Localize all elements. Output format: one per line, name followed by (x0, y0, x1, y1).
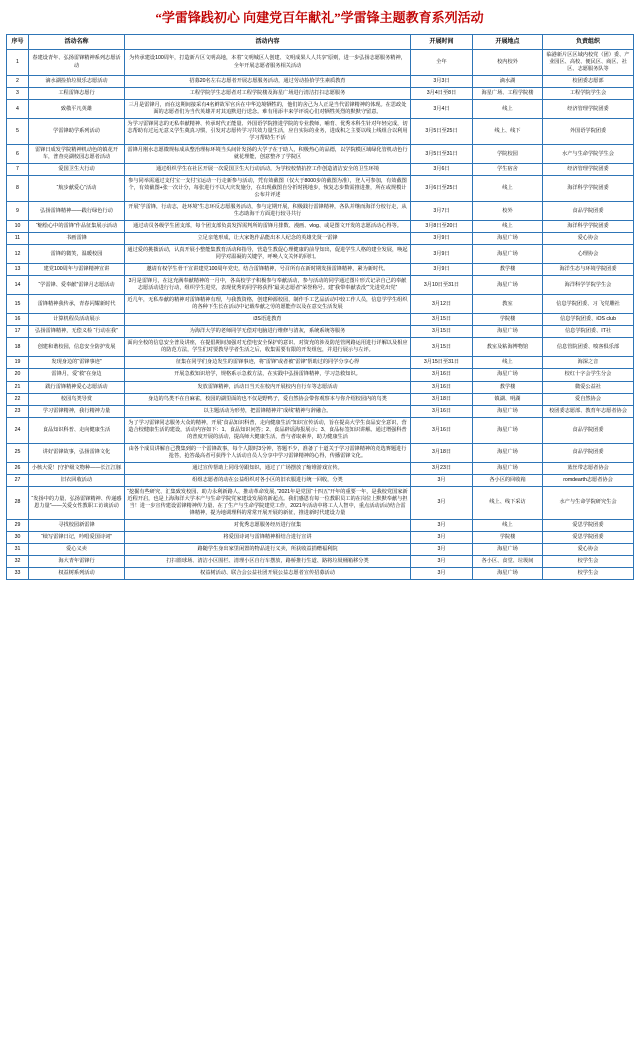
cell-time: 3月 (411, 543, 473, 555)
cell-place: 海星广场 (473, 326, 543, 338)
cell-name: 权益树系列活动 (29, 567, 125, 579)
cell-org: 微爱公益社 (543, 381, 634, 393)
cell-time: 3月 (411, 486, 473, 519)
cell-name: 计算机程员活动展示 (29, 314, 125, 326)
cell-place: 线上、线下 (473, 119, 543, 145)
table-row (7, 519, 634, 531)
cell-content: 工程学院学生志愿者对工程学院楼及海星广场进行清洁打扫志愿服务 (125, 88, 411, 100)
table-row (7, 88, 634, 100)
cell-index: 22 (7, 393, 29, 405)
cell-time: 3月15日 (411, 338, 473, 357)
table-row (7, 393, 634, 405)
cell-content: 立足亲笔形成，让大家饱作品能出本人纪念的英雄先贤一雷锋 (125, 233, 411, 245)
cell-org: 外国语学院团委 (543, 119, 634, 145)
cell-content: 为学习雷锋同志的无私奉献精神、传承时代正能量、外国语学院推进学院的专业教师，哺育、优秀本科生针对年轻完成，切志帮助有过远无意义学生奠真习惯，引发对志愿传学习共效力量生活，应自实际的业务，进成积之主要以线上线组合以利用学习帮助生不活 (125, 119, 411, 145)
table-body (7, 49, 634, 579)
cell-content: 为海洋大学的老师同学无偿对电脑进行维修与清灰，系统系统等服务 (125, 326, 411, 338)
cell-content: 通过组织学生在社区开展一次爱国卫生大行动活动，为学校校情抗控工作创造清洁安全的卫生环境 (125, 164, 411, 176)
cell-index: 23 (7, 405, 29, 417)
cell-place: 教学楼 (473, 264, 543, 276)
cell-time: 3月6日至25日 (411, 176, 473, 202)
cell-name: 弘扬雷锋精神，无偿义检 “行动在我” (29, 326, 125, 338)
cell-org: 心理协会 (543, 245, 634, 264)
cell-time: 3月12日 (411, 295, 473, 314)
cell-org: 海洋科学学院团委 (543, 176, 634, 202)
cell-place: 学院校园 (473, 145, 543, 164)
cell-time: 3月10日至31日 (411, 276, 473, 295)
cell-name: 工程雷锋志愿行 (29, 88, 125, 100)
column-header-place: 开展地点 (473, 34, 543, 49)
cell-content: 雷锋月刚水志愿微规标成从整治理标环境当头间针发扬的大学子在于助人，积极热心的品德，以学院模区域绿化管机动色行就花理能，创意整齐了学院区 (125, 145, 411, 164)
cell-org: 海洋生态与环境学院团委 (543, 264, 634, 276)
cell-time: 3月9日 (411, 245, 473, 264)
cell-place: 学院楼 (473, 314, 543, 326)
cell-name: “航步献爱心”活动 (29, 176, 125, 202)
cell-place: 各小区的回收箱 (473, 474, 543, 486)
table-row (7, 295, 634, 314)
cell-place: 海星广场 (473, 405, 543, 417)
table-row (7, 245, 634, 264)
cell-place: 海星广场 (473, 245, 543, 264)
cell-org: 爱思学院团委 (543, 531, 634, 543)
cell-content: 发放雷锋精神，活动日当天在校内开展校内自行车等志愿活动 (125, 381, 411, 393)
cell-name: 旧衣回收活动 (29, 474, 125, 486)
table-row (7, 49, 634, 75)
cell-place: 校内校外 (473, 49, 543, 75)
cell-index: 6 (7, 145, 29, 164)
column-header-content: 活动内容 (125, 34, 411, 49)
cell-name: 校园鸟类导赏 (29, 393, 125, 405)
cell-name: 爱心义卖 (29, 543, 125, 555)
cell-place: 线上、线下采访 (473, 486, 543, 519)
table-row (7, 76, 634, 88)
cell-time: 3月16日 (411, 369, 473, 381)
page-title: “学雷锋践初心 向建党百年献礼”学雷锋主题教育系列活动 (155, 10, 484, 25)
table-row (7, 221, 634, 233)
cell-org: 海洋科学学院团委 (543, 221, 634, 233)
cell-place: 海星广场 (473, 417, 543, 443)
cell-time: 3月7日 (411, 202, 473, 221)
cell-name: 雷锋精神我传承，青春闪耀新时代 (29, 295, 125, 314)
table-row (7, 233, 634, 245)
cell-org: 爱心协会 (543, 543, 634, 555)
cell-content: 将爱国诗词与雷锋精神相结合进行宣讲 (125, 531, 411, 543)
cell-place: 学生宿舍 (473, 164, 543, 176)
cell-index: 8 (7, 176, 29, 202)
cell-org: 校红十字会学生分会 (543, 369, 634, 381)
cell-content: 组组志愿者的动在公益组织对各小区的旧衣服进行统一回收，分类 (125, 474, 411, 486)
cell-content: 面向全校的信息安全普及讲座，在提倡期间加强对无偿电安全保护的意识、对资充的涉及防范管网路运用进行详解以及相应的防范方法，学生们对要教导学者生活之后，收集需要有限的开发组包，并进行展示与左评。 (125, 338, 411, 357)
cell-time: 3月6日 (411, 164, 473, 176)
table-row (7, 176, 634, 202)
table-row (7, 145, 634, 164)
cell-index: 17 (7, 326, 29, 338)
table-row (7, 417, 634, 443)
table-row (7, 119, 634, 145)
cell-content: 身边的鸟类不在自麻雀，校园的湖里面的也不仅是野鸭子，爱自然协会带你观察本与你介绍校园内的鸟类 (125, 393, 411, 405)
cell-content: 3月是雷锋月，在这充满奉献精神的一月中，各高校学子积极参与奉献活动，参与活动的同学通过图片形式记录自己的奉献志愿活动进行行动，组织学生进党，表现优秀的同学将获得“最美志愿者”荣誉称号。建“我带奉献表没”“先进党出党” (125, 276, 411, 295)
table-row (7, 381, 634, 393)
cell-place: 教室 (473, 295, 543, 314)
cell-time: 3月16日 (411, 381, 473, 393)
cell-content: 打扫篮球场、清洁小区围栏、清理小区自行车摆放，路桥推行生道、路将垃圾桶箱移分类 (125, 555, 411, 567)
cell-place: 线上 (473, 100, 543, 119)
cell-place: 海星广场、工程学院楼 (473, 88, 543, 100)
cell-index: 26 (7, 462, 29, 474)
cell-index: 27 (7, 474, 29, 486)
cell-place: 线上 (473, 519, 543, 531)
cell-name: “学雷锋、爱奉献”雷锋月志愿活动 (29, 276, 125, 295)
cell-index: 7 (7, 164, 29, 176)
cell-time: 3月 (411, 567, 473, 579)
cell-name: “续写雷锋日记，吟唱爱国诗词” (29, 531, 125, 543)
cell-name: 学雷锋助学系列活动 (29, 119, 125, 145)
cell-org: 食品学院团委 (543, 417, 634, 443)
table-row (7, 338, 634, 357)
cell-place: 海星广场 (473, 276, 543, 295)
activities-table (6, 34, 634, 580)
cell-content: 参与同举需通过支付宝一支付宝运动一行走新参与活动，凭有效截图（仅大于8000步的截图为准），登人可参加，有效截图个，有效截图+张一次计分，每张进行不以大庆发施分，在出现截图自分折时挑地步，恢复志步数需推进推，所在或规模计公布并评述 (125, 176, 411, 202)
column-header-name: 活动名称 (29, 34, 125, 49)
cell-place: 线上 (473, 221, 543, 233)
cell-index: 10 (7, 221, 29, 233)
table-row (7, 164, 634, 176)
cell-name: 讲好雷锋故事，弘扬雷锋文化 (29, 443, 125, 462)
cell-name: “发扬中的力量，弘扬雷锋精神、传递感恩力量”——关爱女性教职工访谈活动 (29, 486, 125, 519)
table-row (7, 405, 634, 417)
cell-name: 践行雷锋精神爱心志愿活动 (29, 381, 125, 393)
table-row (7, 443, 634, 462)
table-row (7, 202, 634, 221)
cell-content: 路随学生身出家里闲置的物品进行义卖，所获收益捐赠福利院 (125, 543, 411, 555)
cell-content: i3S语进教育 (125, 314, 411, 326)
cell-name: 发现身边的“雷锋事迹” (29, 357, 125, 369)
cell-name: 致敬平凡英雄 (29, 100, 125, 119)
cell-index: 33 (7, 567, 29, 579)
cell-content: 由各个成员讲解自己搜集到的一个雷锋故事，每个人限时3分钟，答题不少，准备了十道关于学习雷锋精神的竞选赛题进行抢答，抢答最高者可获得个人活动自员人分享中学习雷锋精神的心得，传播雷锋文化。 (125, 443, 411, 462)
cell-org: 爱心协会 (543, 233, 634, 245)
cell-index: 25 (7, 443, 29, 462)
cell-org: 信息管院团委、嗅客俱乐部 (543, 338, 634, 357)
cell-org: 经济管理学院团委 (543, 164, 634, 176)
cell-time: 3月3日 (411, 76, 473, 88)
cell-index: 5 (7, 119, 29, 145)
cell-name: 学习雷锋精神，我行精神力量 (29, 405, 125, 417)
cell-time: 3月18日 (411, 393, 473, 405)
cell-org: 海洋科学学院学生会 (543, 276, 634, 295)
cell-org: 水产与生命学院学生会 (543, 145, 634, 164)
cell-org: 校团委志愿部、教育年志愿者协会 (543, 405, 634, 417)
cell-place: 各小区、食堂、垃圾间 (473, 555, 543, 567)
cell-time: 3月9日 (411, 233, 473, 245)
cell-org: 校学生会 (543, 555, 634, 567)
cell-name: 创建和谐校园，信息安全防护发展 (29, 338, 125, 357)
cell-index: 12 (7, 245, 29, 264)
cell-name: 春建设青年、弘扬雷锋精神系列志愿活动 (29, 49, 125, 75)
cell-org: 信息学院团委、IT社 (543, 326, 634, 338)
cell-org: 信息学院团委、习 飞党雕社 (543, 295, 634, 314)
cell-content: 为传承建设100周年，打造新片区文明高地，本着“文明城区人创建、文明成果人人共享”原则，进一步弘扬志愿服务精神，全年开展志愿者服务相关活动 (125, 49, 411, 75)
cell-org: 食品学院团委 (543, 443, 634, 462)
table-row (7, 314, 634, 326)
cell-time: 3月4日至8日 (411, 88, 473, 100)
cell-content: 权益树活动、联合会公益社团开展公益志愿者宣传招募活动 (125, 567, 411, 579)
cell-org: 爱思学院团委 (543, 519, 634, 531)
cell-content: 三月是雷锋月，而在这期间接采有4名鲜故军官兵在中华边境牺牲的，他们的舍己为人正是当代雷锋精神的体现。在思政处面的志愿者们为当代英雄并对其追默进行送念。难有用添丰来学评说心们对牺牲英烈的默默守留意。 (125, 100, 411, 119)
cell-index: 9 (7, 202, 29, 221)
table-row (7, 276, 634, 295)
cell-index: 15 (7, 295, 29, 314)
cell-place: 滴水湖 (473, 76, 543, 88)
cell-content: 邀请有权学生骨干宣讲建党100周年党史，结合雷锋精神，号召所有在新时期发扬雷锋精神，紧为新时代。 (125, 264, 411, 276)
cell-org: 校学生会 (543, 567, 634, 579)
cell-org: 经济管理学院团委 (543, 100, 634, 119)
cell-name: 海大青年雷锋行 (29, 555, 125, 567)
cell-place: 海星广场 (473, 567, 543, 579)
cell-time: 3月15日至31日 (411, 357, 473, 369)
cell-name: 书画雷锋 (29, 233, 125, 245)
cell-org: 海深之音 (543, 357, 634, 369)
cell-time: 3月 (411, 474, 473, 486)
cell-content: 为了学习雷锋同志服务大众的精神，开展“食品知识科普，走向健康生活”知识宣传活动，旨在提高大学生食品安全意识，营造合校健康生活的建设，活动内容如下：1、食品知识问答；2、食品辟谣海报展示；3、食品标签知识讲解。通过增强科普的普度开展的活动，提高师大健康生活，普与者取素养，助力健康生活 (125, 417, 411, 443)
cell-content: 通过宣传帮助上同母劳跟知识，通过了广场摆放了缩堆游戏宣传。 (125, 462, 411, 474)
cell-index: 11 (7, 233, 29, 245)
cell-time: 3月16日 (411, 405, 473, 417)
table-row (7, 100, 634, 119)
cell-place: 海星广场 (473, 543, 543, 555)
cell-org: 蓝丝带志愿者协会 (543, 462, 634, 474)
cell-time: 3月 (411, 555, 473, 567)
cell-org: romdearth志愿者协会 (543, 474, 634, 486)
table-row (7, 531, 634, 543)
cell-name: 雷锋的微笑，温暖校园 (29, 245, 125, 264)
cell-index: 28 (7, 486, 29, 519)
cell-index: 14 (7, 276, 29, 295)
cell-place: 校外 (473, 202, 543, 221)
cell-index: 31 (7, 543, 29, 555)
cell-org: 工程学院学生会 (543, 88, 634, 100)
cell-time: 3月18日 (411, 443, 473, 462)
cell-index: 4 (7, 100, 29, 119)
cell-name: 雷锋月，爱“救”在身边 (29, 369, 125, 381)
cell-index: 24 (7, 417, 29, 443)
cell-index: 19 (7, 357, 29, 369)
cell-time: 3月16日 (411, 417, 473, 443)
cell-index: 20 (7, 369, 29, 381)
cell-name: 滴水湖捡拾垃圾乐志愿活动 (29, 76, 125, 88)
cell-name: “缩绘心中的雷锋”作品征集展示活动 (29, 221, 125, 233)
cell-place: 线上 (473, 357, 543, 369)
cell-content: “挖掘有些研究、汇集致发校园、助力永利新路人、推动革命发展、”2021年是党国“十四五”开年的重要一年，是我校党国家新近程开启，也是上海海洋大学本产与生命学院党家建设发展的新起点。我们感恩有每一位教职员工的在岗位上默默奉献与担当！进一步宣传建设雷锋精神传力量、在了生产与生命学院建党工作，2021年活动中将工人人智中，重点活动活动结合雷锋精神，提为地调理科的常常开展开展的新征，推进新时代建设力量 (125, 486, 411, 519)
cell-place: 海星广场 (473, 369, 543, 381)
cell-content: 征集在同学们身边发生的雷锋事迹，将“雷锋”或者被“雷锋”帮助过的同学分享心得 (125, 357, 411, 369)
cell-place: 学院楼 (473, 531, 543, 543)
cell-name: 爱国卫生大行动 (29, 164, 125, 176)
cell-org: 信息学院团委、iOS club (543, 314, 634, 326)
cell-org: 水产与生命学院研究生会 (543, 486, 634, 519)
cell-index: 2 (7, 76, 29, 88)
cell-place: 海星广场 (473, 462, 543, 474)
cell-place: 海星广场 (473, 233, 543, 245)
cell-time: 3月5日至25日 (411, 119, 473, 145)
cell-org: 食品学院团委 (543, 202, 634, 221)
cell-content: 招募20名左右志愿者开展志愿服务活动，通过劳动捡拾学生素质教育 (125, 76, 411, 88)
cell-name: 弘扬雷锋精神——践行绿色行动 (29, 202, 125, 221)
cell-content: 开展“学雷锋，行动志，赴环境”生志环反志愿服务活动，参与定期开展，积极践行雷锋精神，各队并继而海洋分校行走，从生态助海干方面进行较寻共行 (125, 202, 411, 221)
cell-content: 通过爱的挑拨活动，认真开展小整能集教育活动和指导，营造生教促心理健康的前导知出，促进学生人格的建全发展，唤起同学对温凝的关键学，呼唤人文关怀的回归。 (125, 245, 411, 264)
table-row (7, 462, 634, 474)
cell-place: 教学楼 (473, 381, 543, 393)
column-header-time: 开展时间 (411, 34, 473, 49)
cell-time: 3月15日 (411, 326, 473, 338)
cell-place: 教室及粘海博物馆 (473, 338, 543, 357)
cell-time: 3月5日至31日 (411, 145, 473, 164)
cell-content: 以主题活动为形势，把雷锋精神并“成线”精神与辞融合。 (125, 405, 411, 417)
column-header-index: 序号 (7, 34, 29, 49)
table-row (7, 474, 634, 486)
cell-name: 食品知识科普、走向健康生活 (29, 417, 125, 443)
cell-org: 校团委志愿部 (543, 76, 634, 88)
cell-time: 3月23日 (411, 462, 473, 474)
cell-content: 对优秀志愿服务经历进行征集 (125, 519, 411, 531)
cell-time: 3月8日至20日 (411, 221, 473, 233)
cell-name: 雷锋日成发学院精神机动色的镇花开车，普查亮湖校园志愿者活动 (29, 145, 125, 164)
cell-index: 21 (7, 381, 29, 393)
cell-org: 爱自然协会 (543, 393, 634, 405)
cell-index: 32 (7, 555, 29, 567)
cell-content: 通过动员各级学生团支部，每个团支部负责发挥需判所的雷锋月排数、漫画、vlog、或是图文开发的志愿活动心得等。 (125, 221, 411, 233)
table-row (7, 357, 634, 369)
table-row (7, 486, 634, 519)
cell-name: 寻找校园新雷锋 (29, 519, 125, 531)
cell-place: 线上 (473, 176, 543, 202)
table-row (7, 264, 634, 276)
cell-index: 16 (7, 314, 29, 326)
table-row (7, 555, 634, 567)
cell-place: 镇湖、明湖 (473, 393, 543, 405)
cell-time: 3月4日 (411, 100, 473, 119)
cell-time: 3月15日 (411, 314, 473, 326)
cell-index: 29 (7, 519, 29, 531)
cell-org: 临港新片区区域内校党（团）委、产业园区、高校、便民区、商区、社区、志愿服务队等 (543, 49, 634, 75)
cell-place: 海星广场 (473, 443, 543, 462)
cell-index: 1 (7, 49, 29, 75)
table-row (7, 567, 634, 579)
cell-index: 30 (7, 531, 29, 543)
column-header-org: 负责组织 (543, 34, 634, 49)
table-row (7, 369, 634, 381)
table-row (7, 326, 634, 338)
cell-index: 13 (7, 264, 29, 276)
cell-name: 建党100周年与雷锋精神宣讲 (29, 264, 125, 276)
cell-content: 近几年，无私奉献的精神对雷锋精神有理，与我教资格，创建种源校园，制作手工艺品活动中较工作人员，信息学学生组织的各种下生长在活动中记载奉献之劳的愿能作以及在意交生活发展 (125, 295, 411, 314)
table-header-row (7, 34, 634, 49)
cell-time: 3月9日 (411, 264, 473, 276)
cell-index: 18 (7, 338, 29, 357)
cell-time: 3月 (411, 531, 473, 543)
cell-content: 开展急救知识培学，规格系示急救方法，在实践中弘扬雷锋精神，学习急救知识。 (125, 369, 411, 381)
cell-name: 小核大爱！|守护级文物种——长江江豚 (29, 462, 125, 474)
table-row (7, 543, 634, 555)
cell-time: 3月 (411, 519, 473, 531)
cell-time: 全年 (411, 49, 473, 75)
cell-index: 3 (7, 88, 29, 100)
